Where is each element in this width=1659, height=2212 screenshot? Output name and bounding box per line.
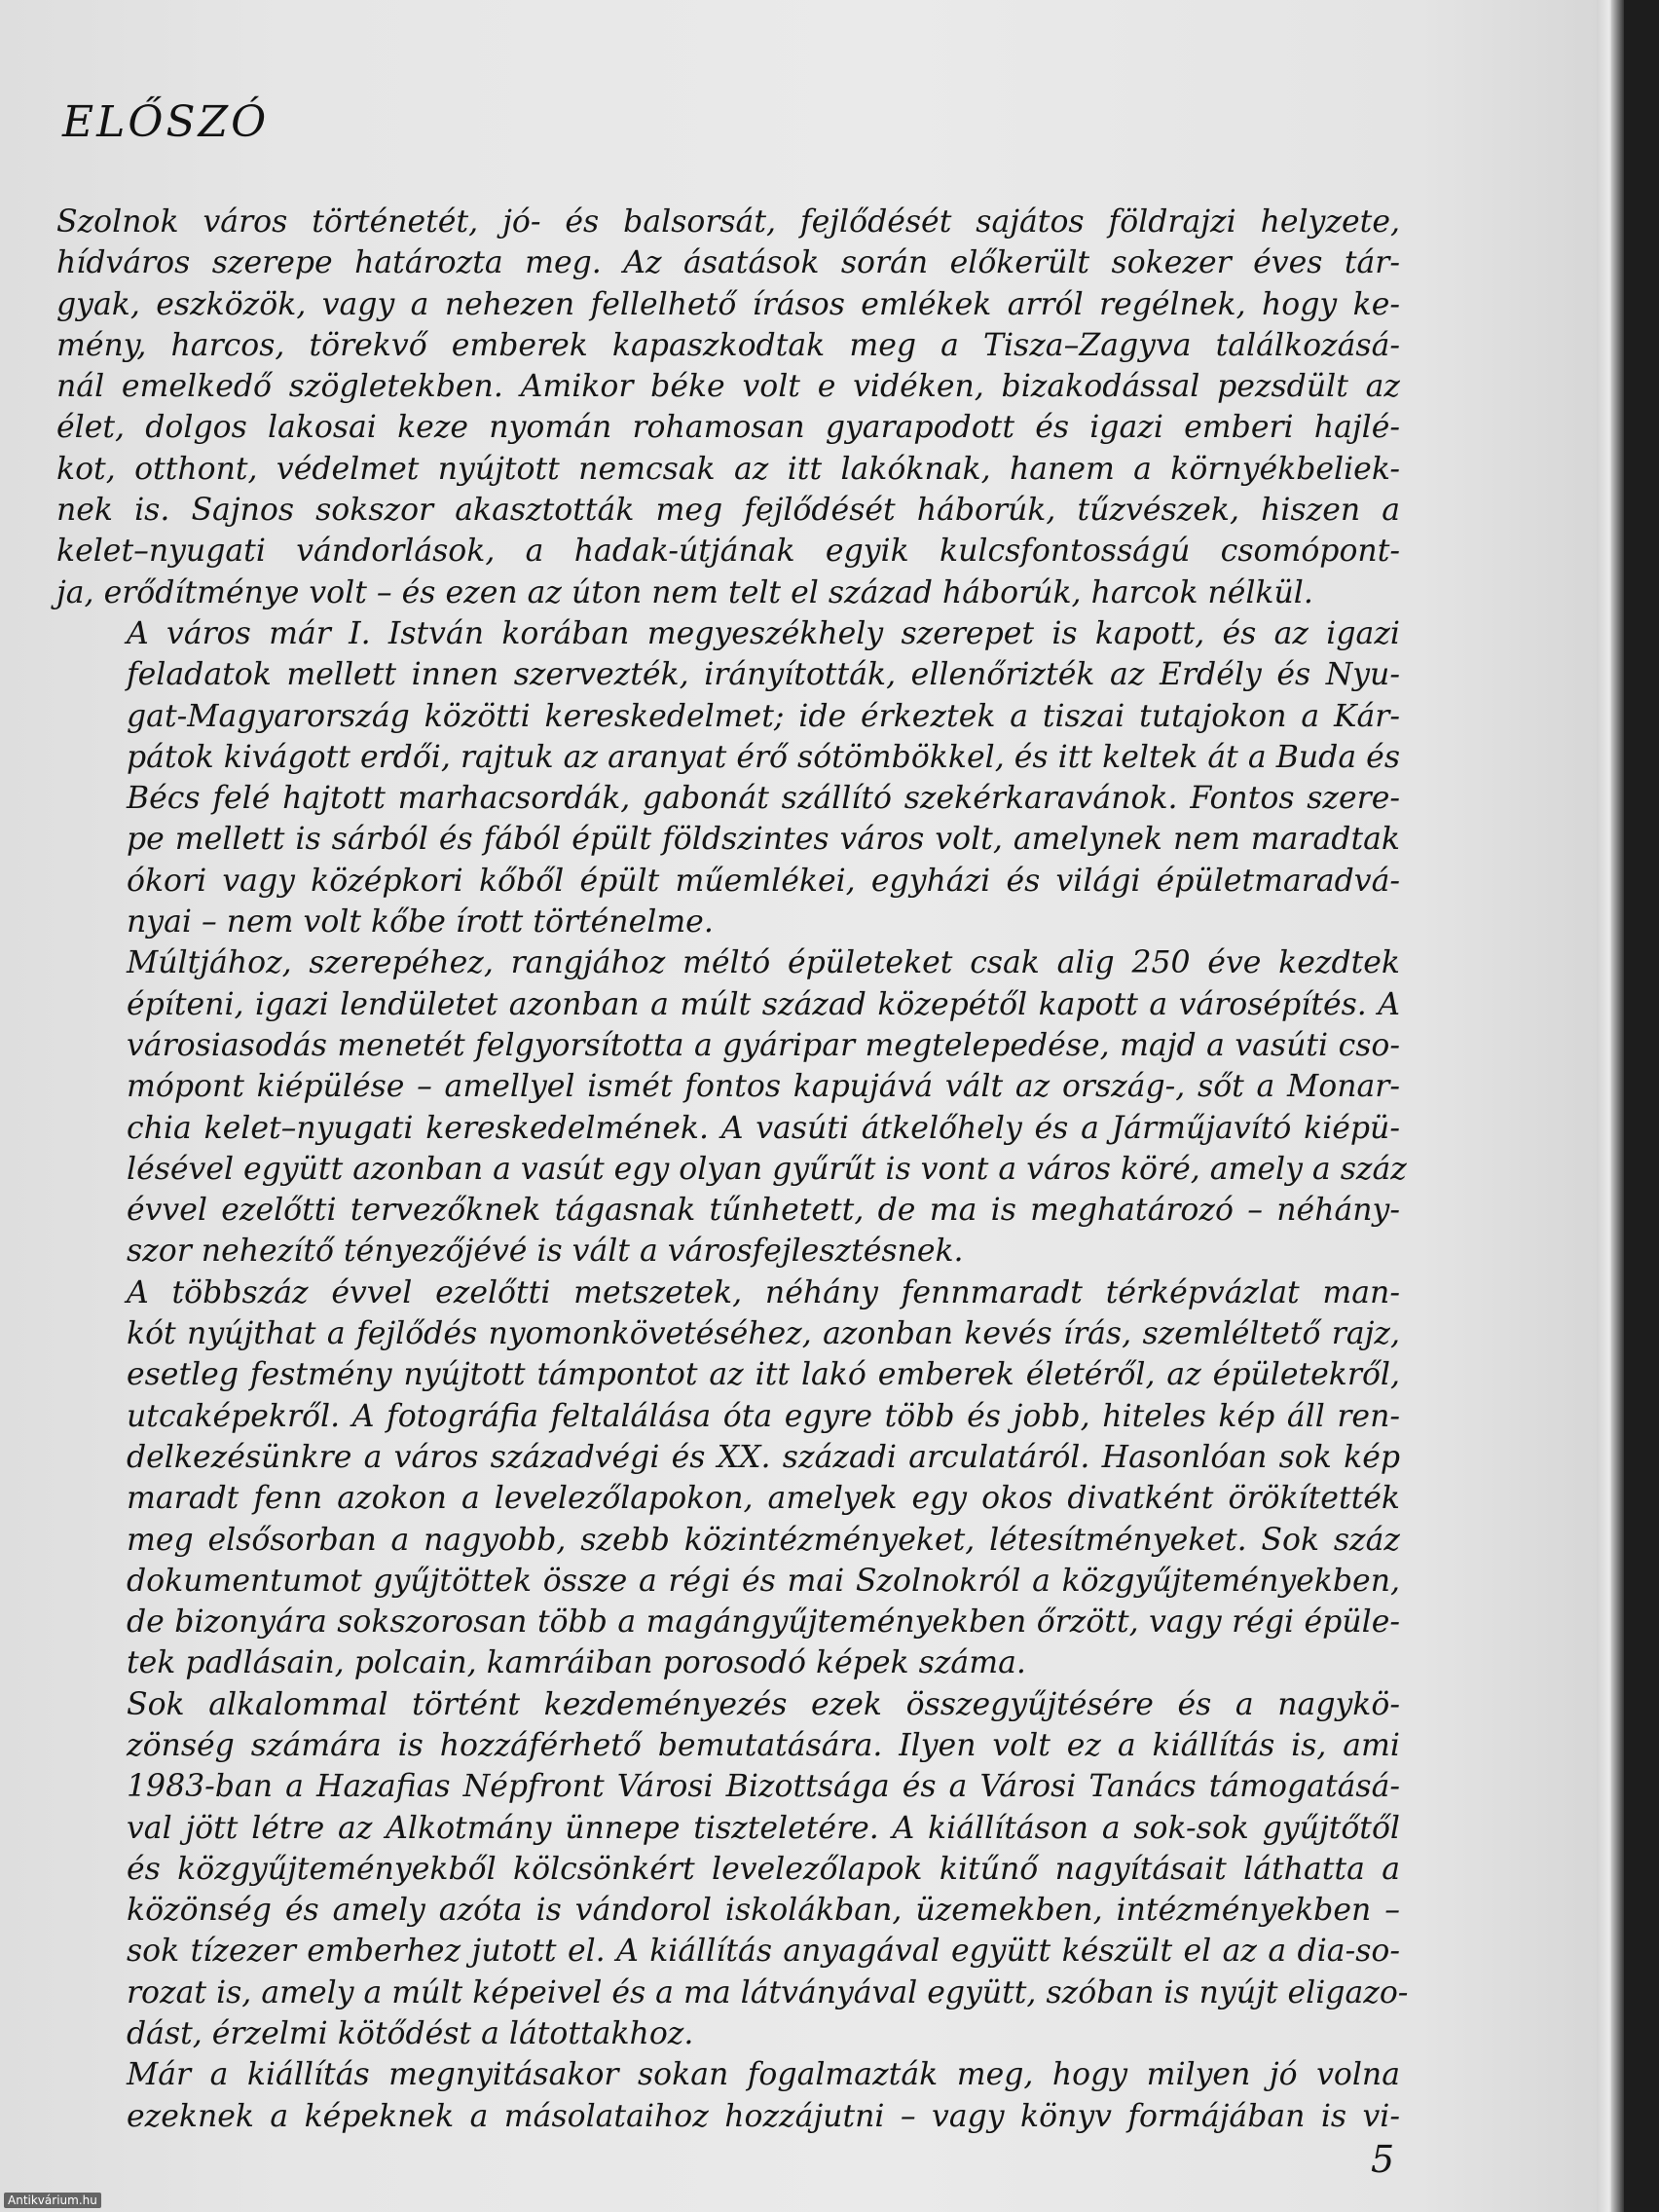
- text-line: dást, érzelmi kötődést a látottakhoz.: [127, 2016, 694, 2052]
- text-line: városiasodás menetét felgyorsította a gyáripar megtelepedése, majd a vasúti cso-: [127, 1027, 1400, 1063]
- text-line: chia kelet–nyugati kereskedelmének. A vasúti átkelőhely és a Járműjavító kiépü-: [127, 1110, 1400, 1146]
- text-line: val jött létre az Alkotmány ünnepe tiszteletére. A kiállításon a sok-sok gyűjtőtől: [127, 1810, 1400, 1846]
- text-line: nál emelkedő szögletekben. Amikor béke volt e vidéken, bizakodással pezsdült az: [56, 369, 1400, 405]
- text-line: de bizonyára sokszorosan több a magángyűjteményekben őrzött, vagy régi épüle-: [127, 1604, 1400, 1641]
- text-line: gyak, eszközök, vagy a nehezen fellelhető írásos emlékek arról regélnek, hogy ke-: [56, 286, 1400, 322]
- text-line: tek padlásain, polcain, kamráiban porosodó képek száma.: [127, 1645, 1026, 1681]
- text-line: nek is. Sajnos sokszor akasztották meg fejlődését háborúk, tűzvészek, hiszen a: [56, 493, 1400, 529]
- text-line: hídváros szerepe határozta meg. Az ásatások során előkerült sokezer éves tár-: [56, 245, 1400, 281]
- paragraph-3: [56, 942, 1407, 1272]
- text-line: feladatok mellett innen szervezték, irányították, ellenőrizték az Erdély és Nyu-: [127, 657, 1400, 693]
- text-line: nyai – nem volt kőbe írott történelme.: [127, 904, 714, 940]
- preface-text: [56, 202, 1409, 2137]
- text-line: A többszáz évvel ezelőtti metszetek, néhány fennmaradt térképvázlat man-: [127, 1274, 1400, 1310]
- text-line: évvel ezelőtti tervezőknek tágasnak tűnhetett, de ma is meghatározó – néhány-: [127, 1193, 1400, 1229]
- text-line: ezeknek a képeknek a másolataihoz hozzájutni – vagy könyv formájában is vi-: [127, 2098, 1400, 2134]
- text-line: rozat is, amely a múlt képeivel és a ma látványával együtt, szóban is nyújt eligazo-: [127, 1974, 1409, 2010]
- text-line: szor nehezítő tényezőjévé is vált a városfejlesztésnek.: [127, 1234, 964, 1270]
- text-line: zönség számára is hozzáférhető bemutatására. Ilyen volt ez a kiállítás is, ami: [127, 1727, 1400, 1763]
- text-line: gat-Magyarország közötti kereskedelmet; ide érkeztek a tiszai tutajokon a Kár-: [127, 698, 1400, 734]
- text-line: pátok kivágott erdői, rajtuk az aranyat érő sótömbökkel, és itt keltek át a Buda és: [127, 739, 1400, 775]
- paragraph-2: [56, 613, 1400, 942]
- text-line: pe mellett is sárból és fából épült földszintes város volt, amelynek nem maradtak: [127, 822, 1400, 858]
- text-line: delkezésünkre a város századvégi és XX. századi arculatáról. Hasonlóan sok kép: [127, 1439, 1400, 1475]
- paragraph-4: [56, 1272, 1400, 1684]
- text-line: meg elsősorban a nagyobb, szebb közintézményeket, létesítményeket. Sok száz: [127, 1522, 1400, 1558]
- text-line: kelet–nyugati vándorlások, a hadak-útjának egyik kulcsfontosságú csomópont-: [56, 534, 1400, 570]
- text-line: Múltjához, szerepéhez, rangjához méltó épületeket csak alig 250 éve kezdtek: [127, 945, 1400, 981]
- page-title: ELŐSZÓ: [62, 97, 270, 147]
- text-line: Már a kiállítás megnyitásakor sokan fogalmazták meg, hogy milyen jó volna: [127, 2057, 1400, 2093]
- page-edge-shadow: [1597, 0, 1624, 2212]
- text-line: élet, dolgos lakosai keze nyomán rohamosan gyarapodott és igazi emberi hajlé-: [56, 410, 1400, 446]
- paragraph-1: [56, 202, 1400, 613]
- text-line: utcaképekről. A fotográfia feltalálása óta egyre több és jobb, hiteles kép áll ren-: [127, 1398, 1400, 1434]
- text-line: ja, erődítménye volt – és ezen az úton nem telt el század háborúk, harcok nélkül.: [56, 574, 1313, 610]
- text-line: esetleg festmény nyújtott támpontot az itt lakó emberek életéről, az épületekről,: [127, 1357, 1400, 1393]
- text-line: mény, harcos, törekvő emberek kapaszkodtak meg a Tisza–Zagyva találkozásá-: [56, 327, 1400, 363]
- text-line: Sok alkalommal történt kezdeményezés ezek összegyűjtésére és a nagykö-: [127, 1686, 1400, 1722]
- text-line: dokumentumot gyűjtöttek össze a régi és mai Szolnokról a közgyűjteményekben,: [127, 1563, 1400, 1599]
- text-line: lésével együtt azonban a vasút egy olyan gyűrűt is vont a város köré, amely a száz: [127, 1151, 1407, 1187]
- text-line: építeni, igazi lendületet azonban a múlt század közepétől kapott a városépítés. A: [127, 986, 1400, 1022]
- text-line: mópont kiépülése – amellyel ismét fontos kapujává vált az ország-, sőt a Monar-: [127, 1069, 1400, 1105]
- text-line: A város már I. István korában megyeszékhely szerepet is kapott, és az igazi: [127, 615, 1400, 651]
- paragraph-5: [56, 1684, 1409, 2055]
- text-line: közönség és amely azóta is vándorol iskolákban, üzemekben, intézményekben –: [127, 1893, 1400, 1929]
- text-line: Bécs felé hajtott marhacsordák, gabonát szállító szekérkaravánok. Fontos szere-: [127, 781, 1400, 817]
- text-line: kot, otthont, védelmet nyújtott nemcsak az itt lakóknak, hanem a környékbeliek-: [56, 451, 1400, 487]
- text-line: és közgyűjteményekből kölcsönkért levelezőlapok kitűnő nagyításait láthatta a: [127, 1851, 1400, 1887]
- text-line: kót nyújthat a fejlődés nyomonkövetéséhez, azonban kevés írás, szemléltető rajz,: [127, 1316, 1400, 1352]
- text-line: 1983-ban a Hazafias Népfront Városi Bizottsága és a Városi Tanács támogatásá-: [127, 1769, 1400, 1805]
- text-line: maradt fenn azokon a levelezőlapokon, amelyek egy okos divatként örökítették: [127, 1481, 1400, 1517]
- paragraph-6: [56, 2054, 1400, 2137]
- page-number: 5: [1371, 2138, 1395, 2181]
- text-line: ókori vagy középkori kőből épült műemlékei, egyházi és világi épületmaradvá-: [127, 863, 1400, 899]
- text-line: Szolnok város történetét, jó- és balsorsát, fejlődését sajátos földrajzi helyzete,: [56, 204, 1400, 240]
- text-line: sok tízezer emberhez jutott el. A kiállítás anyagával együtt készült el az a dia-so-: [127, 1934, 1400, 1970]
- site-watermark: Antikvárium.hu: [4, 2193, 101, 2208]
